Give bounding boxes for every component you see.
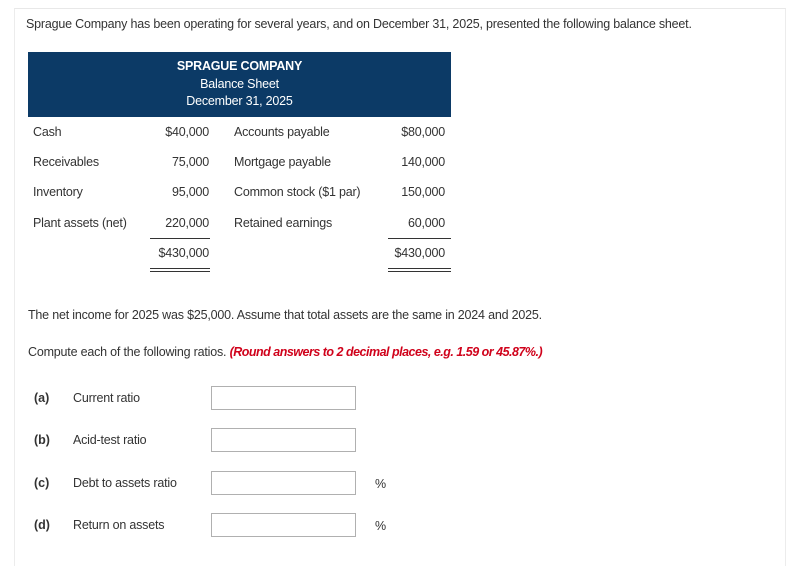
asset-label: Cash xyxy=(33,125,62,139)
intro-text: Sprague Company has been operating for several years, and on December 31, 2025, presented the following balance sheet. xyxy=(26,17,692,31)
total-liabilities-equity: $430,000 xyxy=(394,246,445,260)
liability-label: Accounts payable xyxy=(234,125,330,139)
current-ratio-input[interactable] xyxy=(211,386,356,410)
subtotal-rule-liabilities xyxy=(388,238,451,239)
question-letter: (d) xyxy=(34,518,50,532)
question-letter: (a) xyxy=(34,391,50,405)
equity-label: Retained earnings xyxy=(234,216,333,230)
liability-label: Mortgage payable xyxy=(234,155,331,169)
question-letter: (b) xyxy=(34,433,50,447)
statement-date: December 31, 2025 xyxy=(186,94,293,108)
return-on-assets-input[interactable] xyxy=(211,513,356,537)
rounding-instruction: (Round answers to 2 decimal places, e.g. 1.59 or 45.87%.) xyxy=(229,345,543,359)
instructions xyxy=(28,345,542,359)
net-income-note: The net income for 2025 was $25,000. Assume that total assets are the same in 2024 and 2025. xyxy=(28,308,542,322)
total-double-rule-assets xyxy=(150,268,210,272)
asset-amount: 95,000 xyxy=(171,185,209,199)
statement-title: Balance Sheet xyxy=(200,76,279,91)
balance-sheet-header xyxy=(28,52,451,117)
asset-amount: 75,000 xyxy=(171,155,209,169)
percent-unit: % xyxy=(375,477,387,491)
instruction-text: Compute each of the following ratios. xyxy=(28,345,227,359)
asset-label: Inventory xyxy=(33,185,83,199)
equity-amount: 60,000 xyxy=(407,216,445,230)
acid-test-ratio-input[interactable] xyxy=(211,428,356,452)
question-label: Return on assets xyxy=(73,518,165,532)
asset-amount: 220,000 xyxy=(165,216,209,230)
equity-amount: 150,000 xyxy=(401,185,445,199)
liability-amount: 140,000 xyxy=(401,155,445,169)
asset-label: Receivables xyxy=(33,155,99,169)
asset-amount: $40,000 xyxy=(165,125,209,139)
question-label: Current ratio xyxy=(73,391,140,405)
question-label: Acid-test ratio xyxy=(73,433,147,447)
total-double-rule-liabilities xyxy=(388,268,451,272)
question-label: Debt to assets ratio xyxy=(73,476,177,490)
percent-unit: % xyxy=(375,519,387,533)
total-assets: $430,000 xyxy=(158,246,209,260)
company-name: SPRAGUE COMPANY xyxy=(176,59,303,73)
debt-to-assets-input[interactable] xyxy=(211,471,356,495)
asset-label: Plant assets (net) xyxy=(33,216,127,230)
liability-amount: $80,000 xyxy=(401,125,445,139)
question-letter: (c) xyxy=(34,476,50,490)
balance-sheet-body xyxy=(28,117,451,277)
subtotal-rule-assets xyxy=(150,238,210,239)
equity-label: Common stock ($1 par) xyxy=(234,185,361,199)
